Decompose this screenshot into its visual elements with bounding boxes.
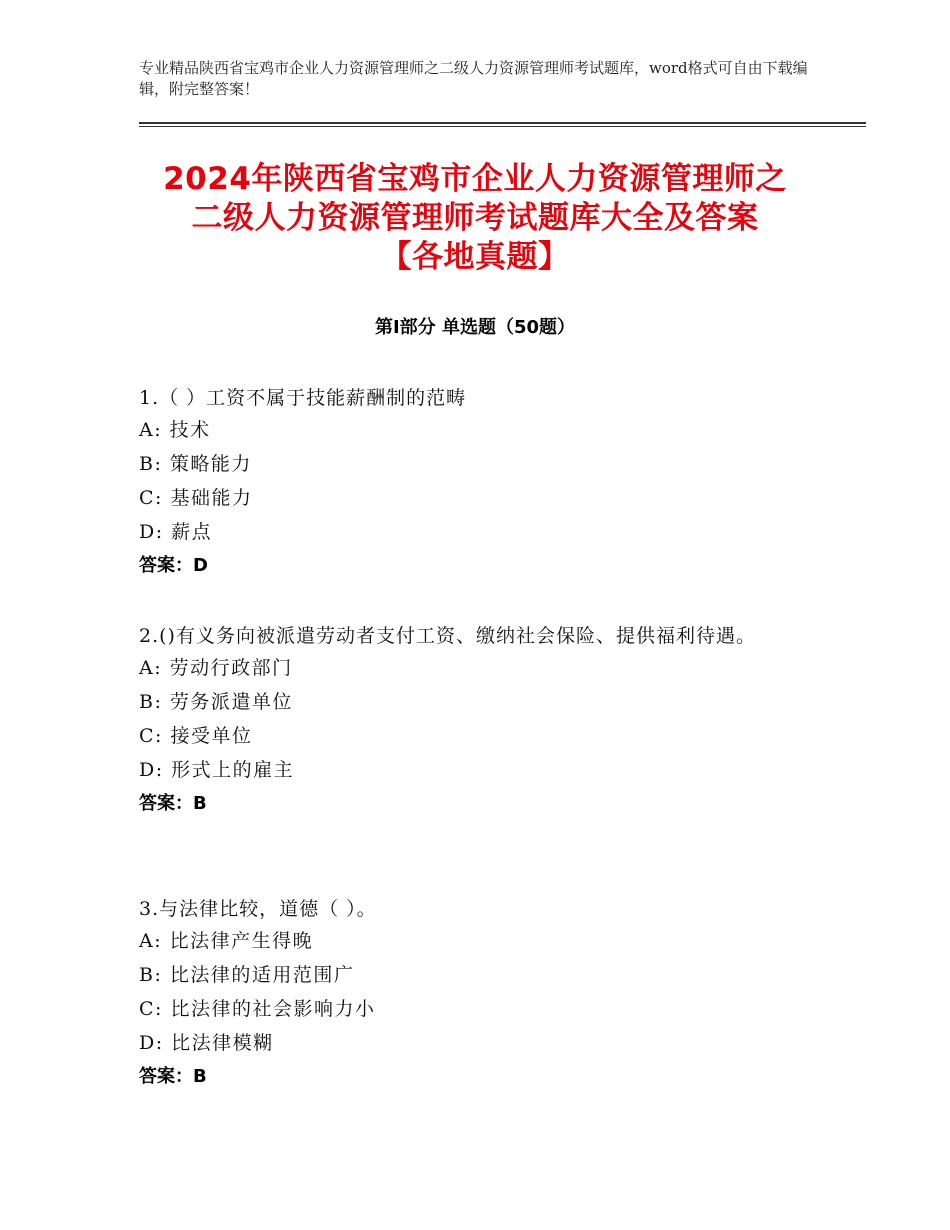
- option-b: B: 策略能力: [139, 453, 252, 475]
- option-c: C: 接受单位: [139, 725, 253, 747]
- answer: 答案：B: [139, 1066, 207, 1087]
- answer: 答案：B: [139, 793, 207, 814]
- title-line-3: 【各地真题】: [380, 239, 570, 275]
- option-c: C: 比法律的社会影响力小: [139, 998, 376, 1020]
- option-d: D: 形式上的雇主: [139, 759, 295, 781]
- option-a: A: 技术: [139, 419, 211, 441]
- option-c: C: 基础能力: [139, 487, 253, 509]
- option-d: D: 薪点: [139, 521, 213, 543]
- question-2: [139, 621, 799, 821]
- question-stem: 3.与法律比较，道德（ ）。: [139, 898, 377, 920]
- title-line-1: 2024年陕西省宝鸡市企业人力资源管理师之: [163, 161, 787, 197]
- option-a: A: 比法律产生得晚: [139, 930, 314, 952]
- option-a: A: 劳动行政部门: [139, 657, 293, 679]
- document-title: [110, 160, 840, 277]
- answer: 答案：D: [139, 555, 208, 576]
- section-heading: 第Ⅰ部分 单选题（50题）: [374, 317, 575, 338]
- option-b: B: 比法律的适用范围广: [139, 964, 355, 986]
- question-stem: 2.()有义务向被派遣劳动者支付工资、缴纳社会保险、提供福利待遇。: [139, 625, 756, 647]
- header-note: 专业精品陕西省宝鸡市企业人力资源管理师之二级人力资源管理师考试题库，word格式可自由下载编辑，附完整答案！: [139, 59, 808, 98]
- question-stem: 1.（ ）工资不属于技能薪酬制的范畴: [139, 387, 467, 409]
- question-3: [139, 894, 799, 1094]
- header-divider: [139, 122, 866, 124]
- option-d: D: 比法律模糊: [139, 1032, 274, 1054]
- option-b: B: 劳务派遣单位: [139, 691, 293, 713]
- title-line-2: 二级人力资源管理师考试题库大全及答案: [191, 200, 759, 236]
- question-1: [139, 383, 799, 583]
